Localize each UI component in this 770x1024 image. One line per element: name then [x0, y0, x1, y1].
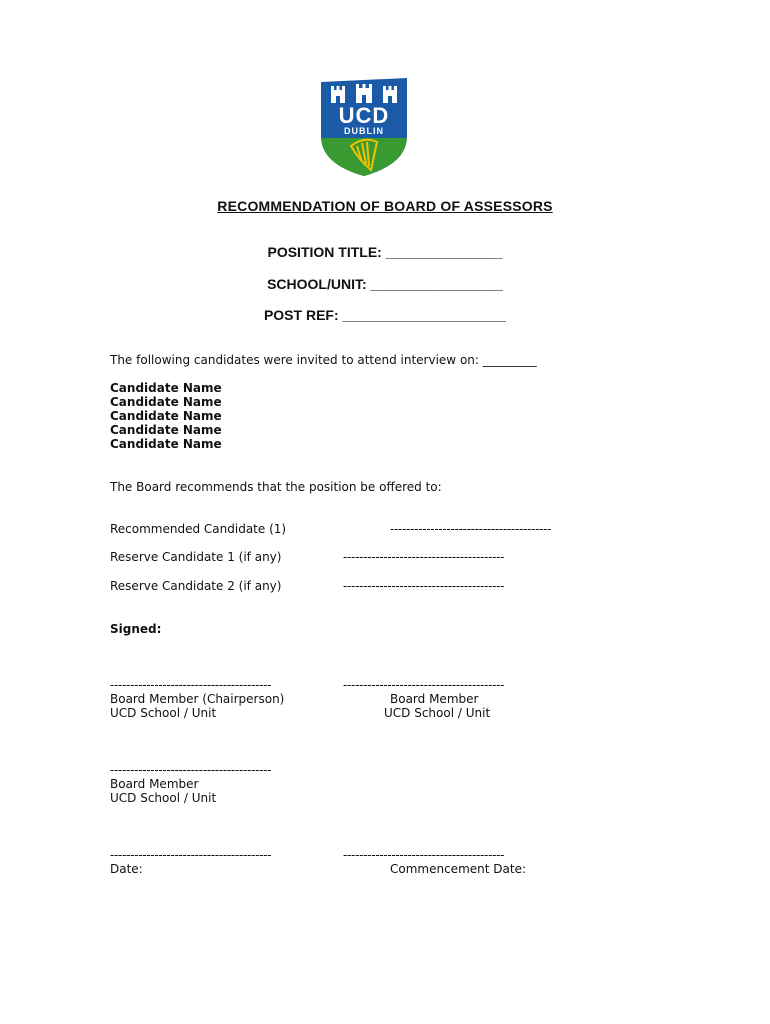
candidate-list	[110, 381, 222, 451]
logo-text-dublin: DUBLIN	[344, 126, 384, 136]
recommendation-text: The Board recommends that the position be offered to:	[110, 480, 442, 494]
candidate-name: Candidate Name	[110, 409, 222, 423]
chair-role: Board Member (Chairperson)	[110, 692, 285, 706]
ucd-crest-icon	[319, 76, 409, 178]
chair-signature-line: ----------------------------------------	[110, 678, 272, 692]
date-label: Date:	[110, 862, 143, 876]
position-title-field: POSITION TITLE: _______________	[267, 244, 503, 260]
reserve-candidate-1-label: Reserve Candidate 1 (if any)	[110, 550, 282, 564]
reserve-candidate-1-line: ----------------------------------------	[343, 550, 505, 564]
school-unit-field: SCHOOL/UNIT: _________________	[267, 276, 503, 292]
member2-unit: UCD School / Unit	[110, 791, 217, 805]
candidate-name: Candidate Name	[110, 437, 222, 451]
member2-signature-line: ----------------------------------------	[110, 763, 272, 777]
candidate-name: Candidate Name	[110, 395, 222, 409]
member1-unit: UCD School / Unit	[384, 706, 491, 720]
candidate-name: Candidate Name	[110, 423, 222, 437]
date-signature-line: ----------------------------------------	[110, 848, 272, 862]
recommended-candidate-label: Recommended Candidate (1)	[110, 522, 287, 536]
member1-signature-line: ----------------------------------------	[343, 678, 505, 692]
signed-label: Signed:	[110, 622, 162, 636]
reserve-candidate-2-label: Reserve Candidate 2 (if any)	[110, 579, 282, 593]
recommended-candidate-line: ----------------------------------------	[390, 522, 552, 536]
commencement-date-label: Commencement Date:	[390, 862, 526, 876]
member2-role: Board Member	[110, 777, 199, 791]
member1-role: Board Member	[390, 692, 479, 706]
chair-unit: UCD School / Unit	[110, 706, 217, 720]
post-ref-field: POST REF: _____________________	[263, 307, 507, 323]
candidate-name: Candidate Name	[110, 381, 222, 395]
reserve-candidate-2-line: ----------------------------------------	[343, 579, 505, 593]
interview-intro-text: The following candidates were invited to attend interview on: _________	[110, 353, 537, 367]
logo-text-ucd: UCD	[338, 103, 390, 128]
ucd-logo	[319, 76, 409, 178]
document-title: RECOMMENDATION OF BOARD OF ASSESSORS	[217, 198, 553, 214]
commencement-signature-line: ----------------------------------------	[343, 848, 505, 862]
